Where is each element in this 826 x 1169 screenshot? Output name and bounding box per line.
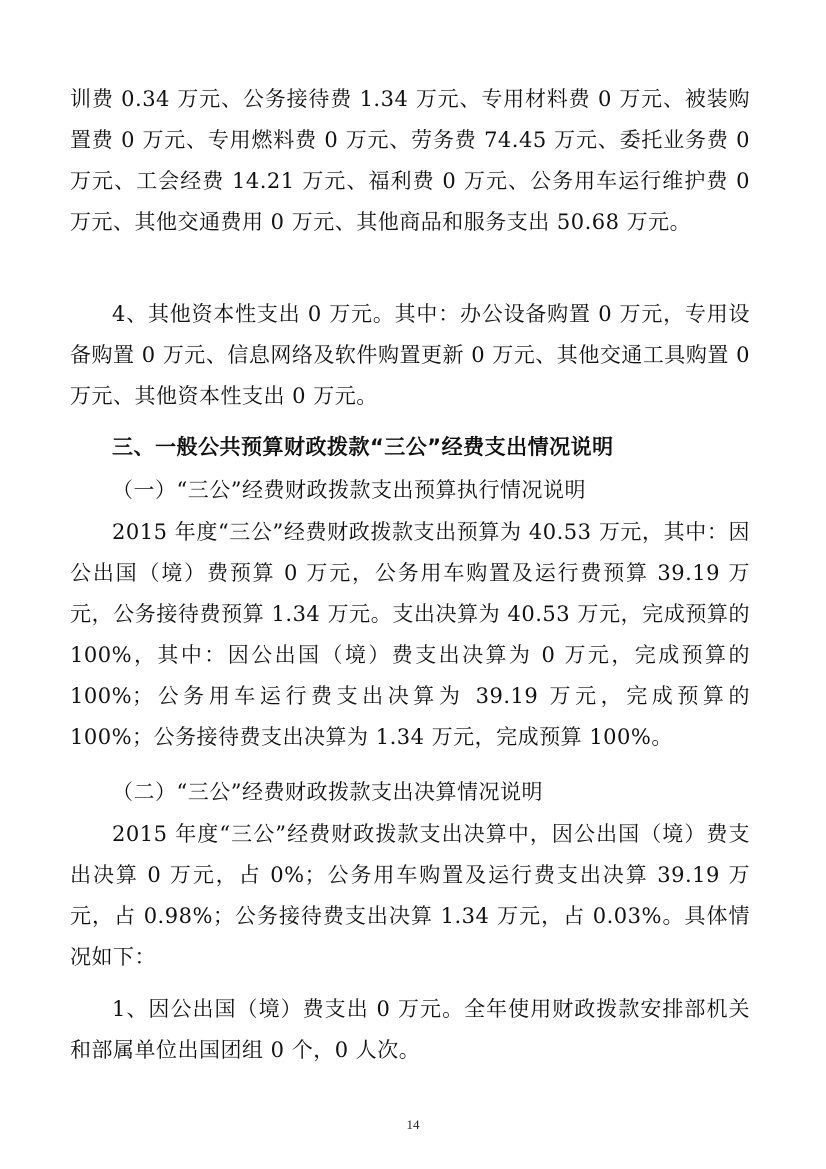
paragraph-expense-details: 训费 0.34 万元、公务接待费 1.34 万元、专用材料费 0 万元、被装购置费 0 万元、专用燃料费 0 万元、劳务费 74.45 万元、委托业务费 0 万元、工会经费 14.21 万元、福利费 0 万元、公务用车运行维护费 0 万元、其他交通费用 0 万元、其他商品和服务支出 50.68 万元。 (70, 87, 750, 234)
subheading-final-accounts: （二）“三公”经费财政拨款支出决算情况说明 (112, 780, 543, 804)
subheading-budget-execution: （一）“三公”经费财政拨款支出预算执行情况说明 (112, 478, 586, 502)
page-number: 14 (406, 1117, 420, 1132)
paragraph-overseas-travel: 1、因公出国（境）费支出 0 万元。全年使用财政拨款安排部机关和部属单位出国团组 0 个，0 人次。 (70, 997, 750, 1062)
paragraph-capital-expenditure: 4、其他资本性支出 0 万元。其中：办公设备购置 0 万元，专用设备购置 0 万元、信息网络及软件购置更新 0 万元、其他交通工具购置 0 万元、其他资本性支出 0 万元。 (70, 302, 750, 408)
section-heading-three-public: 三、一般公共预算财政拨款“三公”经费支出情况说明 (112, 435, 614, 459)
paragraph-budget-execution: 2015 年度“三公”经费财政拨款支出预算为 40.53 万元，其中：因公出国（境）费预算 0 万元，公务用车购置及运行费预算 39.19 万元，公务接待费预算 1.34 万元。支出决算为 40.53 万元，完成预算的 100%，其中：因公出国（境）费支出决算为 0 万元，完成预算的 100%；公务用车运行费支出决算为 39.19 万元，完成预算的 100%；公务接待费支出决算为 1.34 万元，完成预算 100%。 (70, 520, 750, 749)
paragraph-final-accounts: 2015 年度“三公”经费财政拨款支出决算中，因公出国（境）费支出决算 0 万元，占 0%；公务用车购置及运行费支出决算 39.19 万元，占 0.98%；公务接待费支出决算 1.34 万元，占 0.03%。具体情况如下： (70, 822, 750, 969)
